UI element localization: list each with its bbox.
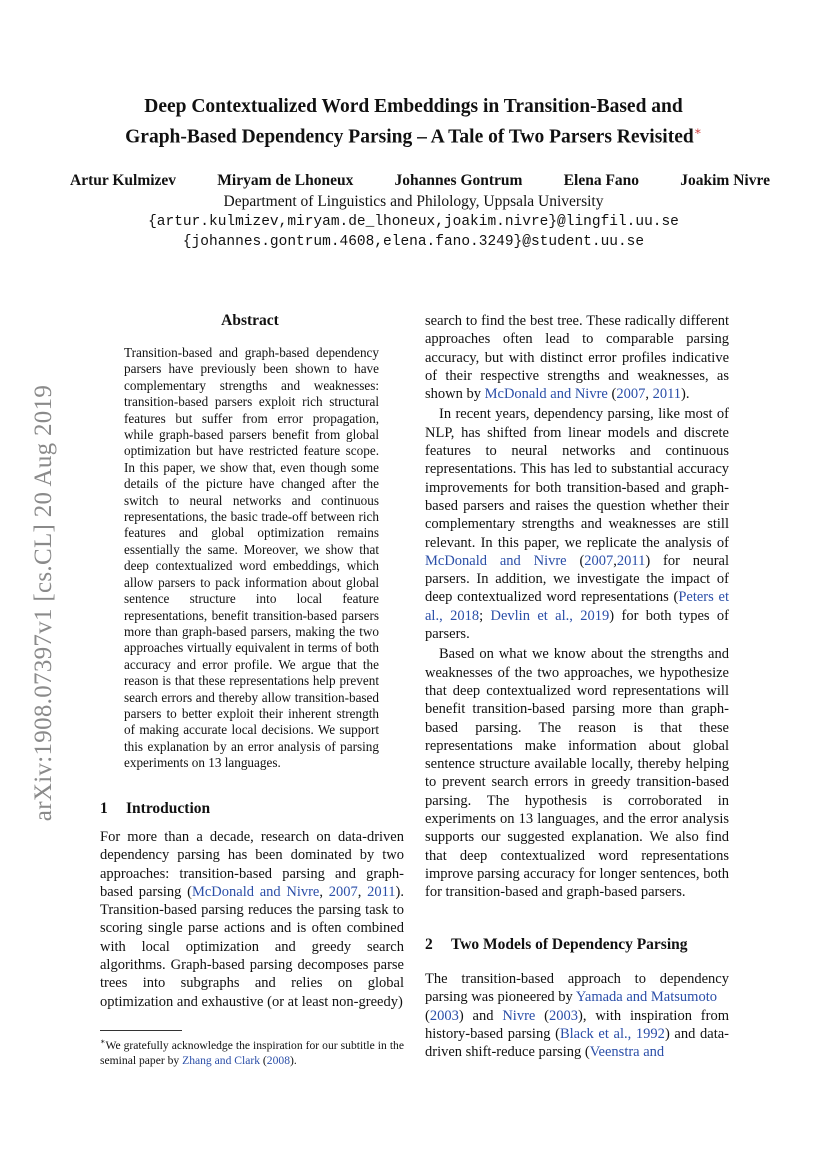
abstract-heading: Abstract [221,312,279,329]
author: Elena Fano [563,172,640,189]
footnote-rule [100,1030,182,1031]
citation-link[interactable]: Black et al., 1992 [559,1025,665,1042]
section-2-paragraph-1: The transition-based approach to dependency parsing was pioneered by Yamada and Matsumoto (2003) and Nivre (2003), with inspiration from history-based parsing (Black et al., 1992) and data-driven shift-reduce parsing (Veenstra and [425,971,729,1061]
section-2-heading [425,936,688,954]
title-line-1: Deep Contextualized Word Embeddings in Transition-Based and [144,96,683,117]
author: Johannes Gontrum [394,172,523,189]
footnote: ∗We gratefully acknowledge the inspiration for our subtitle in the seminal paper by Zhang and Clark (2008). [100,1037,404,1067]
section-title: Two Models of Dependency Parsing [451,936,688,953]
section-1-heading [100,800,210,818]
citation-link[interactable]: McDonald and Nivre [425,552,567,569]
title-footnote-mark[interactable]: ∗ [693,124,702,138]
author: Artur Kulmizev [70,172,177,189]
citation-link[interactable]: Devlin et al., 2019 [490,607,610,624]
citation-link[interactable]: McDonald and Nivre [191,883,320,900]
title-line-2: Graph-Based Dependency Parsing – A Tale of Two Parsers Revisited [125,126,694,148]
citation-link[interactable]: 2007 [328,883,358,900]
affiliation: Department of Linguistics and Philology, Uppsala University [223,193,604,210]
citation-link[interactable]: 2007 [584,552,614,569]
right-column-intro [425,312,729,902]
citation-link[interactable]: 2008 [266,1053,290,1067]
left-column-intro [100,828,404,1011]
section-number: 2 [425,936,433,953]
citation-link[interactable]: Nivre [502,1007,536,1024]
intro-paragraph-2: In recent years, dependency parsing, like most of NLP, has shifted from linear models and discrete features to neural networks and continuous representations. This has led to substantial accuracy improvements for both transition-based and graph-based parsers and raises the question whether their complementary strengths and weaknesses are still relevant. In this paper, we replicate the analysis of McDonald and Nivre (2007,2011) for neural parsers. In addition, we investigate the impact of deep contextualized word representations (Peters et al., 2018; Devlin et al., 2019) for both types of parsers. [425,406,729,643]
citation-link[interactable]: 2007 [616,386,646,403]
author: Miryam de Lhoneux [217,172,354,189]
citation-link[interactable]: 2011 [367,883,396,900]
citation-link[interactable]: Zhang and Clark [182,1053,261,1067]
intro-paragraph-1-cont: search to find the best tree. These radically different approaches often lead to comparable parsing accuracy, but with distinct error profiles indicative of their respective strengths and weaknesses, as shown by McDonald and Nivre (2007, 2011). [425,313,729,403]
citation-link[interactable]: 2011 [652,386,682,403]
citation-link[interactable]: 2003 [549,1007,579,1024]
citation-link[interactable]: 2003 [429,1007,459,1024]
arxiv-stamp: arXiv:1908.07397v1 [cs.CL] 20 Aug 2019 [30,384,57,822]
footnote-mark: ∗ [100,1037,106,1046]
email-line-1: {artur.kulmizev,miryam.de_lhoneux,joakim.nivre}@lingfil.uu.se [148,214,679,230]
citation-link[interactable]: McDonald and Nivre [484,386,608,403]
right-column-section-2 [425,970,729,1061]
citation-link[interactable]: Veenstra and [589,1044,665,1061]
abstract-text: Transition-based and graph-based dependency parsers have previously been shown to have complementary strengths and weaknesses: transition-based parsers exploit rich structural features but suffer from error propagation, while graph-based parsers benefit from global optimization but have restricted feature scope. In this paper, we show that, even though some details of the picture have changed after the switch to neural networks and continuous representations, the basic trade-off between rich features and global optimization remains essentially the same. Moreover, we show that deep contextualized word embeddings, which allow parsers to pack information about global sentence structure into local feature representations, benefit transition-based parsers more than graph-based parsers, making the two approaches virtually equivalent in terms of both accuracy and error profile. We argue that the reason is that these representations help prevent search errors and thereby allow transition-based parsers to better exploit their inherent strength of making accurate local decisions. We support this explanation by an error analysis of parsing experiments on 13 languages. [124,345,379,771]
citation-link[interactable]: 2011 [616,552,646,569]
intro-paragraph-3: Based on what we know about the strengths and weaknesses of the two approaches, we hypothesize that deep contextualized word representations will benefit transition-based parsing more than graph-based parsing. The reason is that these representations make information about global sentence structure available locally, thereby helping to prevent search errors in greedy transition-based parsing. The hypothesis is corroborated in experiments on 13 languages, and the error analysis supports our suggested explanation. We also find that deep contextualized word representations improve parsing accuracy for longer sentences, both for transition-based and graph-based parsers. [425,646,729,901]
paper-title [60,94,767,150]
citation-link[interactable]: Peters et al., 2018 [425,589,729,624]
section-number: 1 [100,800,108,817]
email-line-2: {johannes.gontrum.4608,elena.fano.3249}@student.uu.se [182,234,645,250]
author-list [70,172,770,190]
citation-link[interactable]: Yamada and Matsumoto [575,989,717,1006]
intro-paragraph-1: For more than a decade, research on data-driven dependency parsing has been dominated by two approaches: transition-based parsing and graph-based parsing (McDonald and Nivre, 2007, 2011). Transition-based parsing reduces the parsing task to scoring single parse actions and is often combined with local optimization and greedy search algorithms. Graph-based parsing decomposes parse trees into subgraphs and relies on global optimization and exhaustive (or at least non-greedy) [100,829,404,1010]
author: Joakim Nivre [680,172,770,189]
section-title: Introduction [126,800,211,817]
